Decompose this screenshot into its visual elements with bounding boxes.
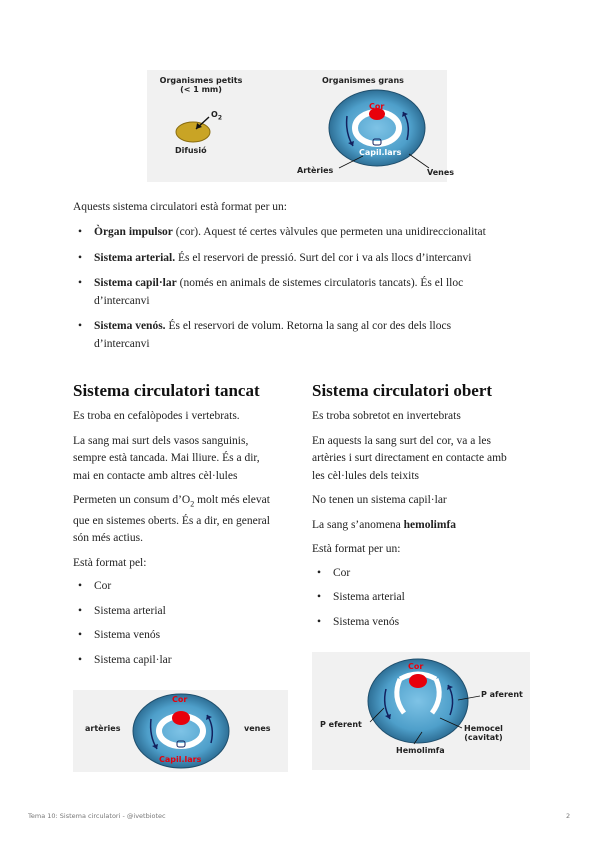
closed-p1: Es troba en cefalòpodes i vertebrats. (73, 410, 240, 422)
veins-label: venes (244, 724, 271, 733)
intro-text: Aquests sistema circulatori està format per un: (73, 201, 287, 213)
small-organism-title: Organismes petits (< 1 mm) (159, 76, 243, 94)
closed-p3: Permeten un consum $d’O_2$ molt més elevat que en sistemes oberts. És a dir, en general són més actius. (73, 494, 270, 545)
afferent-label: P aferent (481, 690, 523, 699)
hemocoel-label: Hemocel (cavitat) (464, 724, 503, 742)
open-p3: No tenen un sistema capil·lar (312, 494, 447, 506)
open-pointer-lines (312, 652, 530, 770)
open-system-title: Sistema circulatori obert (312, 381, 493, 400)
open-p4: La sang s’anomena hemolimfa (312, 518, 457, 531)
list-item: • Sistema venós (73, 627, 298, 645)
heart-label: Cor (369, 102, 385, 111)
hemolymph-label: Hemolimfa (396, 746, 445, 755)
closed-items (73, 578, 298, 669)
list-item: • Sistema arterial (312, 589, 542, 607)
diffusion-caption: Difusió (175, 146, 207, 155)
open-p2: En aquests la sang surt del cor, va a les artèries i surt directament en contacte amb les cèl·lules dels teixits (312, 434, 507, 482)
list-item: • Cor (312, 565, 542, 583)
closed-p4: Està format pel: (73, 556, 147, 569)
open-items (312, 565, 542, 632)
closed-figure (73, 690, 288, 772)
capillaries-label: Capil.lars (159, 755, 202, 764)
component-item: • Sistema venós. És el reservori de volum. Retorna la sang al cor des dels llocs d’intercanvi (73, 318, 533, 353)
list-item: • Sistema arterial (73, 603, 298, 621)
arteries-label: Artèries (297, 166, 334, 175)
efferent-label: P eferent (320, 720, 362, 729)
small-organism-cell (176, 122, 210, 142)
list-item: • Sistema capil·lar (73, 652, 298, 670)
open-figure (312, 652, 530, 770)
open-p1: Es troba sobretot en invertebrats (312, 410, 461, 422)
open-p5: Està format per un: (312, 543, 401, 555)
components-list (73, 224, 533, 353)
heart-label: Cor (408, 662, 424, 671)
capillaries-label: Capil.lars (359, 148, 402, 157)
list-item: • Sistema venós (312, 614, 542, 632)
o2-label: $O_2$ (211, 110, 222, 122)
large-organism-title: Organismes grans (322, 76, 404, 85)
closed-column (73, 408, 298, 669)
veins-label: Venes (427, 168, 455, 177)
arteries-label: artèries (85, 724, 121, 733)
footer-text: Tema 10: Sistema circulatori - @ivetbiotec (28, 812, 166, 820)
component-item: • Sistema capil·lar (només en animals de sistemes circulatoris tancats). És el lloc d’intercanvi (73, 275, 533, 310)
open-column (312, 408, 542, 631)
component-item: • Sistema arterial. És el reservori de pressió. Surt del cor i va als llocs d’intercanvi (73, 250, 533, 268)
list-item: • Cor (73, 578, 298, 596)
heart-label: Cor (172, 695, 188, 704)
closed-system-title: Sistema circulatori tancat (73, 381, 260, 400)
pointer-lines (327, 150, 447, 174)
top-figure (147, 70, 455, 182)
diffusion-diagram (167, 108, 247, 148)
closed-p2: La sang mai surt dels vasos sanguinis, sempre està tancada. Mai lliure. És a dir, mai en contacte amb altres cèl·lules (73, 434, 260, 482)
component-item: • Òrgan impulsor (cor). Aquest té certes vàlvules que permeten una unidireccionalitat (73, 224, 533, 242)
page-number: 2 (566, 812, 571, 820)
